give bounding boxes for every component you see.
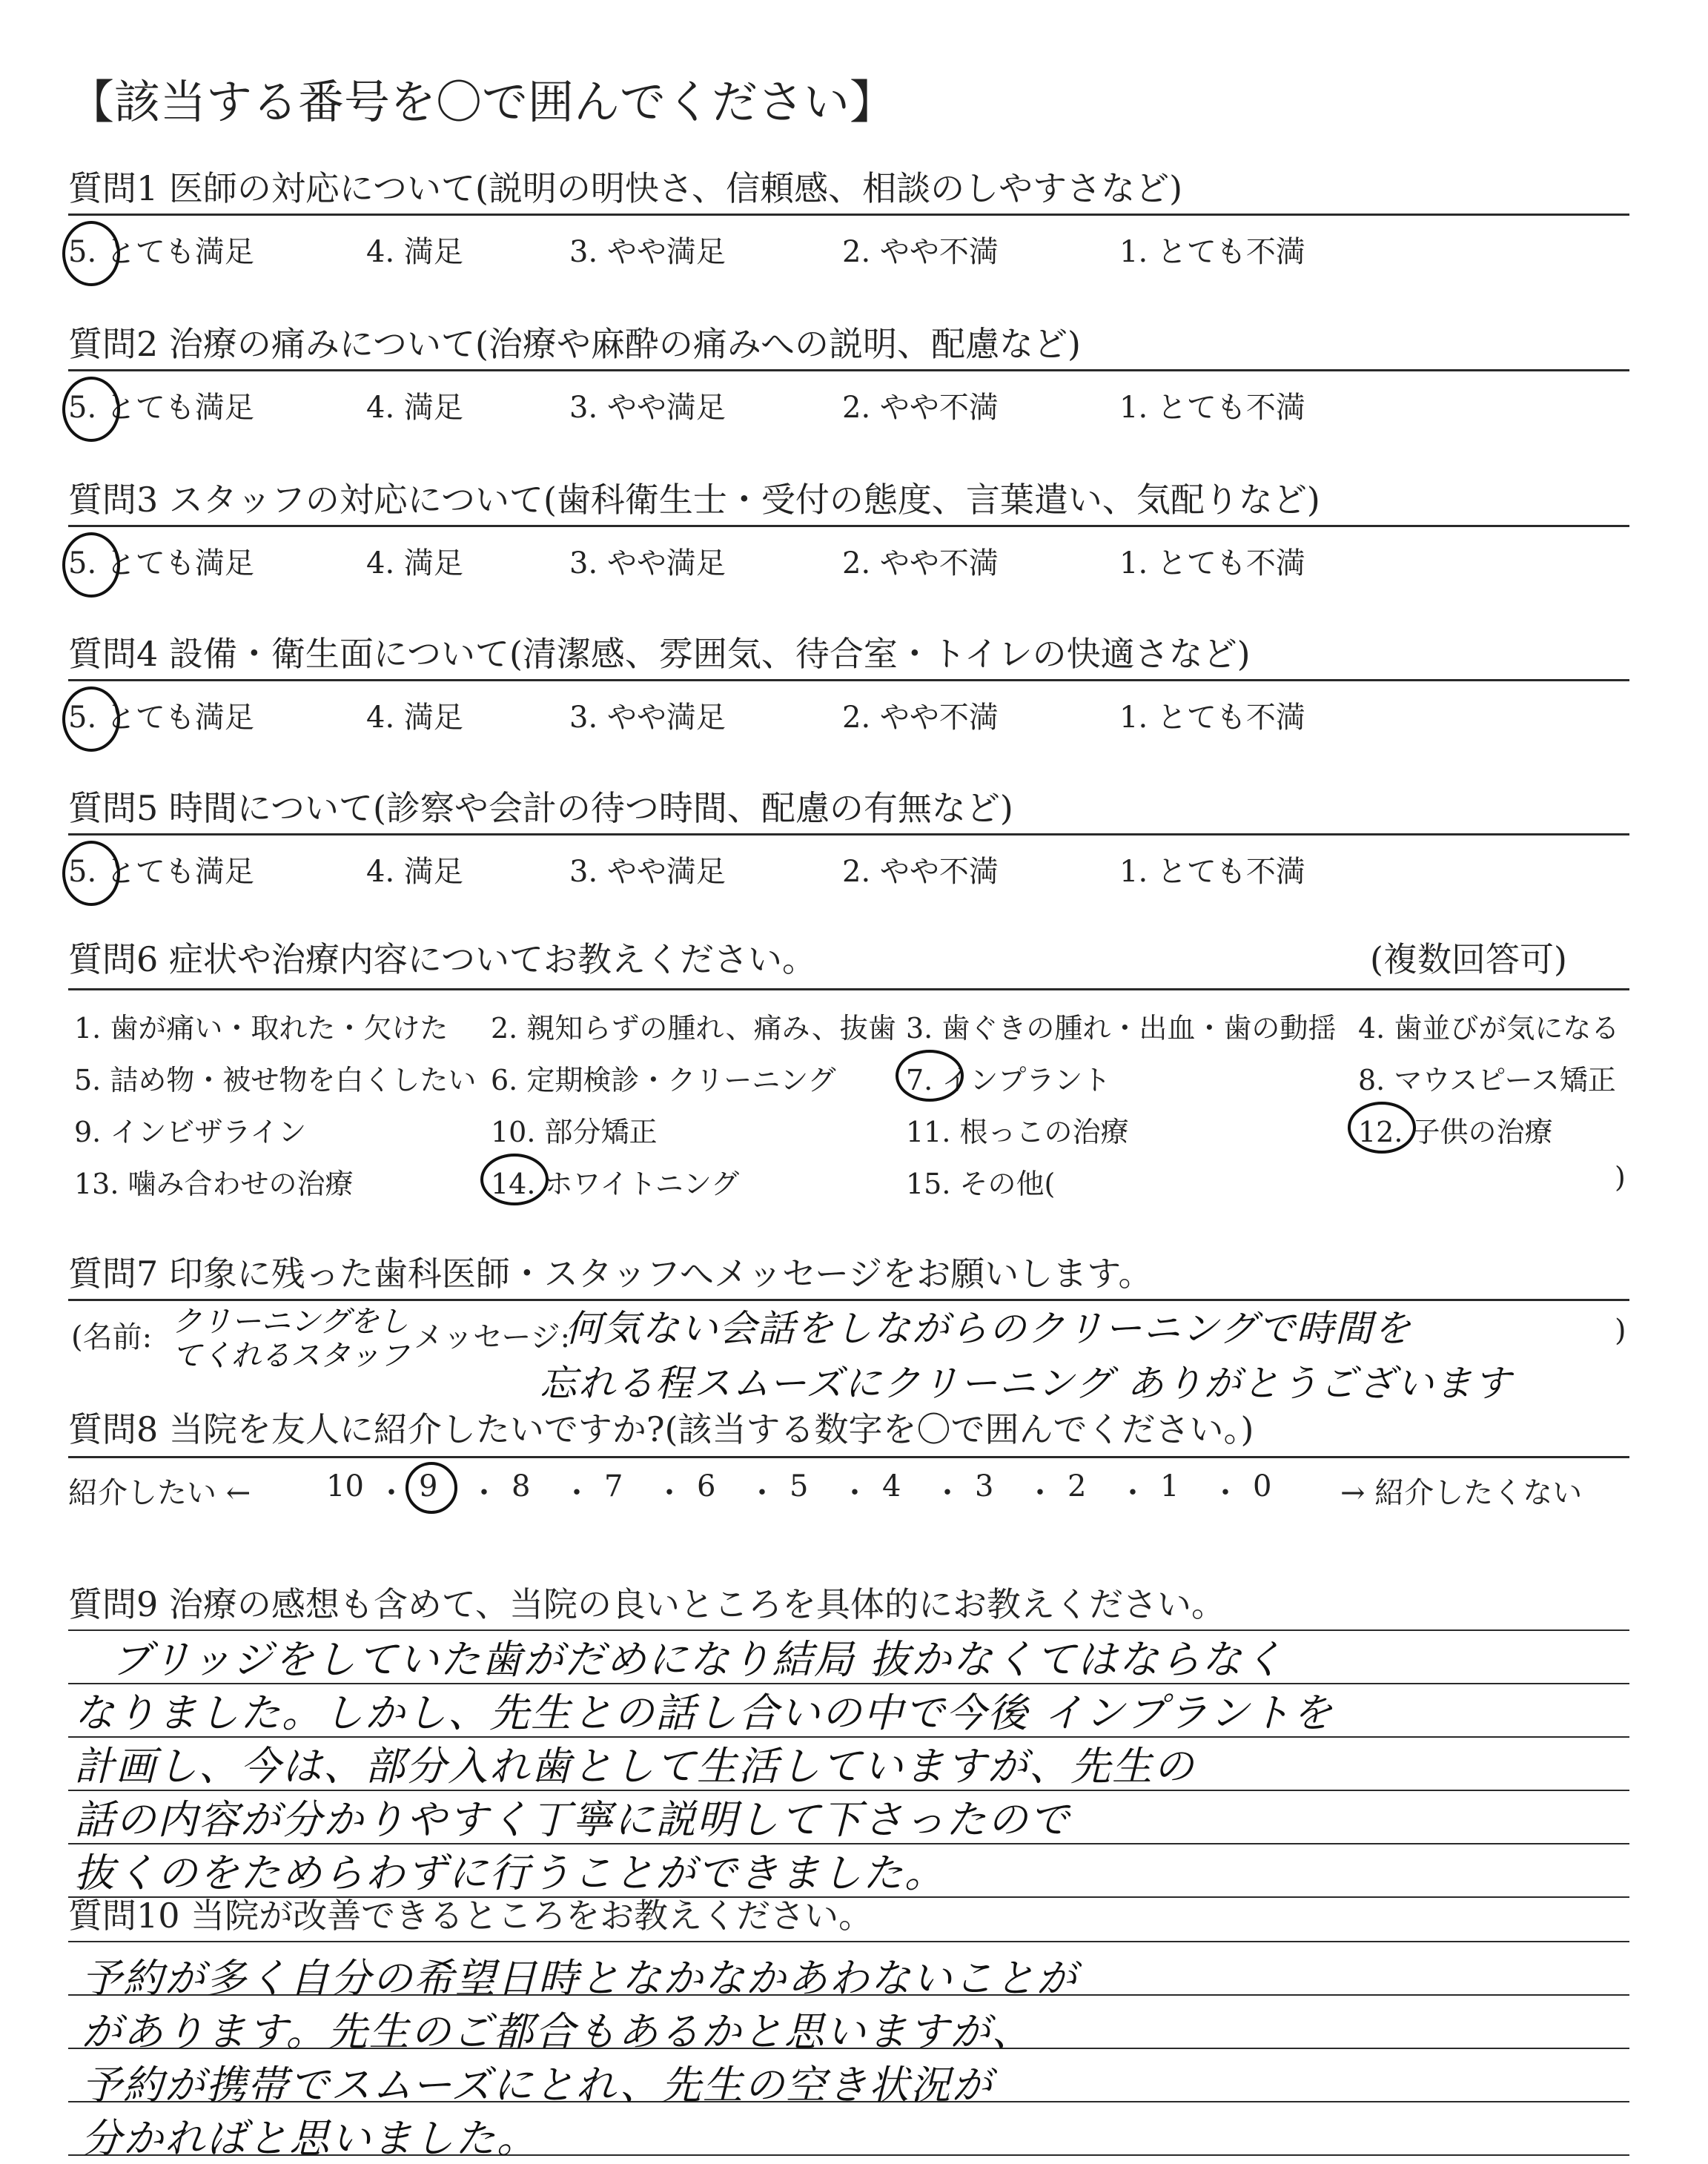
q7-name-value: クリーニングをしてくれるスタッフ: [172, 1305, 409, 1373]
q8-scale-0[interactable]: 0: [1253, 1469, 1272, 1503]
q7-message-label: メッセージ:: [414, 1320, 571, 1354]
q8-separator-dot: ・: [1211, 1476, 1240, 1510]
q7-title: 質問7 印象に残った歯科医師・スタッフへメッセージをお願いします。: [68, 1254, 1153, 1294]
q9-answer-line-3: 計画し、今は、部分入れ歯として生活していますが、先生の: [74, 1743, 1195, 1790]
q2-option-3[interactable]: 3. やや満足: [569, 391, 726, 425]
q6-item-11[interactable]: 11. 根っこの治療: [906, 1116, 1129, 1148]
q7-message-line2: 忘れる程スムーズにクリーニング ありがとうございます: [540, 1362, 1512, 1405]
q3-option-2[interactable]: 2. やや不満: [842, 546, 999, 580]
q6-item-7[interactable]: 7. インプラント: [906, 1064, 1111, 1096]
q6-item-1[interactable]: 1. 歯が痛い・取れた・欠けた: [74, 1012, 448, 1045]
q10-answer-line-4: 分かればと思いました。: [82, 2115, 538, 2162]
q8-scale-7[interactable]: 7: [604, 1469, 623, 1503]
q6-rule: [68, 988, 1629, 990]
q3-option-5[interactable]: 5. とても満足: [68, 546, 254, 580]
q2-option-4[interactable]: 4. 満足: [366, 391, 463, 425]
page-title: 【該当する番号を〇で囲んでください】: [68, 75, 896, 129]
q8-scale-6[interactable]: 6: [697, 1469, 716, 1503]
q7-name-label: (名前:: [71, 1320, 153, 1354]
q4-option-3[interactable]: 3. やや満足: [569, 701, 726, 735]
q4-title: 質問4 設備・衛生面について(清潔感、雰囲気、待合室・トイレの快適さなど): [68, 634, 1251, 674]
q9-answer-line-2: なりました。しかし、先生との話し合いの中で今後 インプラントを: [74, 1690, 1334, 1736]
q1-selection-circle: [62, 221, 120, 286]
q8-separator-dot: ・: [377, 1476, 406, 1510]
q4-option-2[interactable]: 2. やや不満: [842, 701, 999, 735]
q9-answer-line-5: 抜くのをためらわずに行うことができました。: [74, 1850, 946, 1896]
q4-selection-circle: [62, 686, 120, 752]
q1-title: 質問1 医師の対応について(説明の明快さ、信頼感、相談のしやすさなど): [68, 168, 1183, 208]
q6-item-10[interactable]: 10. 部分矯正: [491, 1116, 658, 1148]
q3-option-3[interactable]: 3. やや満足: [569, 546, 726, 580]
q9-title: 質問9 治療の感想も含めて、当院の良いところを具体的にお教えください。: [68, 1584, 1225, 1624]
q10-title: 質問10 当院が改善できるところをお教えください。: [68, 1896, 873, 1936]
q6-item-3[interactable]: 3. 歯ぐきの腫れ・出血・歯の動揺: [906, 1012, 1337, 1045]
q6-item-6[interactable]: 6. 定期検診・クリーニング: [491, 1064, 836, 1096]
q5-title: 質問5 時間について(診察や会計の待つ時間、配慮の有無など): [68, 788, 1013, 828]
q8-scale-10[interactable]: 10: [326, 1469, 364, 1503]
q5-selection-circle: [62, 841, 120, 906]
q5-option-5[interactable]: 5. とても満足: [68, 855, 254, 889]
q8-title: 質問8 当院を友人に紹介したいですか?(該当する数字を〇で囲んでください。): [68, 1409, 1254, 1449]
q6-item-4[interactable]: 4. 歯並びが気になる: [1358, 1012, 1620, 1045]
q7-close-paren: ): [1615, 1314, 1626, 1348]
q1-option-5[interactable]: 5. とても満足: [68, 235, 254, 269]
q8-scale-2[interactable]: 2: [1068, 1469, 1087, 1503]
q6-item-8[interactable]: 8. マウスピース矯正: [1358, 1064, 1616, 1096]
q10-answer-line-1: 予約が多く自分の希望日時となかなかあわないことが: [82, 1955, 1078, 2002]
q8-rule: [68, 1456, 1629, 1458]
q10-ruled-line: [68, 1941, 1629, 1942]
q3-rule: [68, 525, 1629, 527]
q8-scale-5[interactable]: 5: [790, 1469, 809, 1503]
q8-left-label: 紹介したい ←: [68, 1476, 251, 1510]
q9-answer-line-1: ブリッジをしていた歯がだめになり結局 抜かなくてはならなく: [111, 1636, 1285, 1683]
q8-separator-dot: ・: [562, 1476, 592, 1510]
q8-right-label: → 紹介したくない: [1340, 1476, 1583, 1510]
q6-item-14[interactable]: 14. ホワイトニング: [491, 1168, 740, 1200]
q6-item-13[interactable]: 13. 噛み合わせの治療: [74, 1168, 354, 1200]
q6-item-5[interactable]: 5. 詰め物・被せ物を白くしたい: [74, 1064, 477, 1096]
q5-option-4[interactable]: 4. 満足: [366, 855, 463, 889]
q6-selection-circle-7: [896, 1050, 964, 1102]
q8-separator-dot: ・: [747, 1476, 777, 1510]
q4-option-1[interactable]: 1. とても不満: [1119, 701, 1305, 735]
q8-separator-dot: ・: [1025, 1476, 1055, 1510]
q8-scale-9[interactable]: 9: [419, 1469, 438, 1503]
q7-message-line1: 何気ない会話をしながらのクリーニングで時間を: [565, 1307, 1412, 1350]
q10-answer-line-3: 予約が携帯でスムーズにとれ、先生の空き状況が: [82, 2062, 993, 2108]
q6-title: 質問6 症状や治療内容についてお教えください。: [68, 939, 816, 979]
q4-option-5[interactable]: 5. とても満足: [68, 701, 254, 735]
q3-option-4[interactable]: 4. 満足: [366, 546, 463, 580]
q8-scale-3[interactable]: 3: [975, 1469, 994, 1503]
q8-separator-dot: ・: [840, 1476, 870, 1510]
q2-rule: [68, 369, 1629, 371]
q4-option-4[interactable]: 4. 満足: [366, 701, 463, 735]
q2-option-2[interactable]: 2. やや不満: [842, 391, 999, 425]
q4-rule: [68, 679, 1629, 681]
q8-scale-8[interactable]: 8: [512, 1469, 531, 1503]
q6-item-12[interactable]: 12. 子供の治療: [1358, 1116, 1553, 1148]
q2-option-1[interactable]: 1. とても不満: [1119, 391, 1305, 425]
q1-option-2[interactable]: 2. やや不満: [842, 235, 999, 269]
q2-option-5[interactable]: 5. とても満足: [68, 391, 254, 425]
q5-rule: [68, 833, 1629, 836]
q6-selection-circle-14: [480, 1154, 549, 1205]
q6-note: (複数回答可): [1370, 939, 1567, 979]
q8-separator-dot: ・: [1118, 1476, 1148, 1510]
q5-option-1[interactable]: 1. とても不満: [1119, 855, 1305, 889]
q2-selection-circle: [62, 377, 120, 442]
q6-item-2[interactable]: 2. 親知らずの腫れ、痛み、抜歯: [491, 1012, 896, 1045]
q3-selection-circle: [62, 532, 120, 598]
q2-title: 質問2 治療の痛みについて(治療や麻酔の痛みへの説明、配慮など): [68, 324, 1081, 364]
q5-option-2[interactable]: 2. やや不満: [842, 855, 999, 889]
q1-option-1[interactable]: 1. とても不満: [1119, 235, 1305, 269]
q6-item-15-close: ): [1615, 1161, 1626, 1194]
q8-selection-circle: [406, 1462, 457, 1514]
q8-scale-1[interactable]: 1: [1160, 1469, 1179, 1503]
q1-rule: [68, 214, 1629, 216]
q8-scale-4[interactable]: 4: [882, 1469, 901, 1503]
q3-option-1[interactable]: 1. とても不満: [1119, 546, 1305, 580]
q10-answer-line-2: があります。先生のご都合もあるかと思いますが、: [82, 2008, 1033, 2055]
q6-item-9[interactable]: 9. インビザライン: [74, 1116, 307, 1148]
q5-option-3[interactable]: 3. やや満足: [569, 855, 726, 889]
q8-separator-dot: ・: [655, 1476, 684, 1510]
q9-answer-line-4: 話の内容が分かりやすく丁寧に説明して下さったので: [74, 1796, 1070, 1843]
q6-selection-circle-12: [1348, 1102, 1416, 1154]
q8-separator-dot: ・: [933, 1476, 962, 1510]
q1-option-4[interactable]: 4. 満足: [366, 235, 463, 269]
q6-item-15[interactable]: 15. その他(: [906, 1168, 1056, 1200]
q3-title: 質問3 スタッフの対応について(歯科衛生士・受付の態度、言葉遣い、気配りなど): [68, 480, 1320, 520]
q8-separator-dot: ・: [469, 1476, 499, 1510]
q1-option-3[interactable]: 3. やや満足: [569, 235, 726, 269]
